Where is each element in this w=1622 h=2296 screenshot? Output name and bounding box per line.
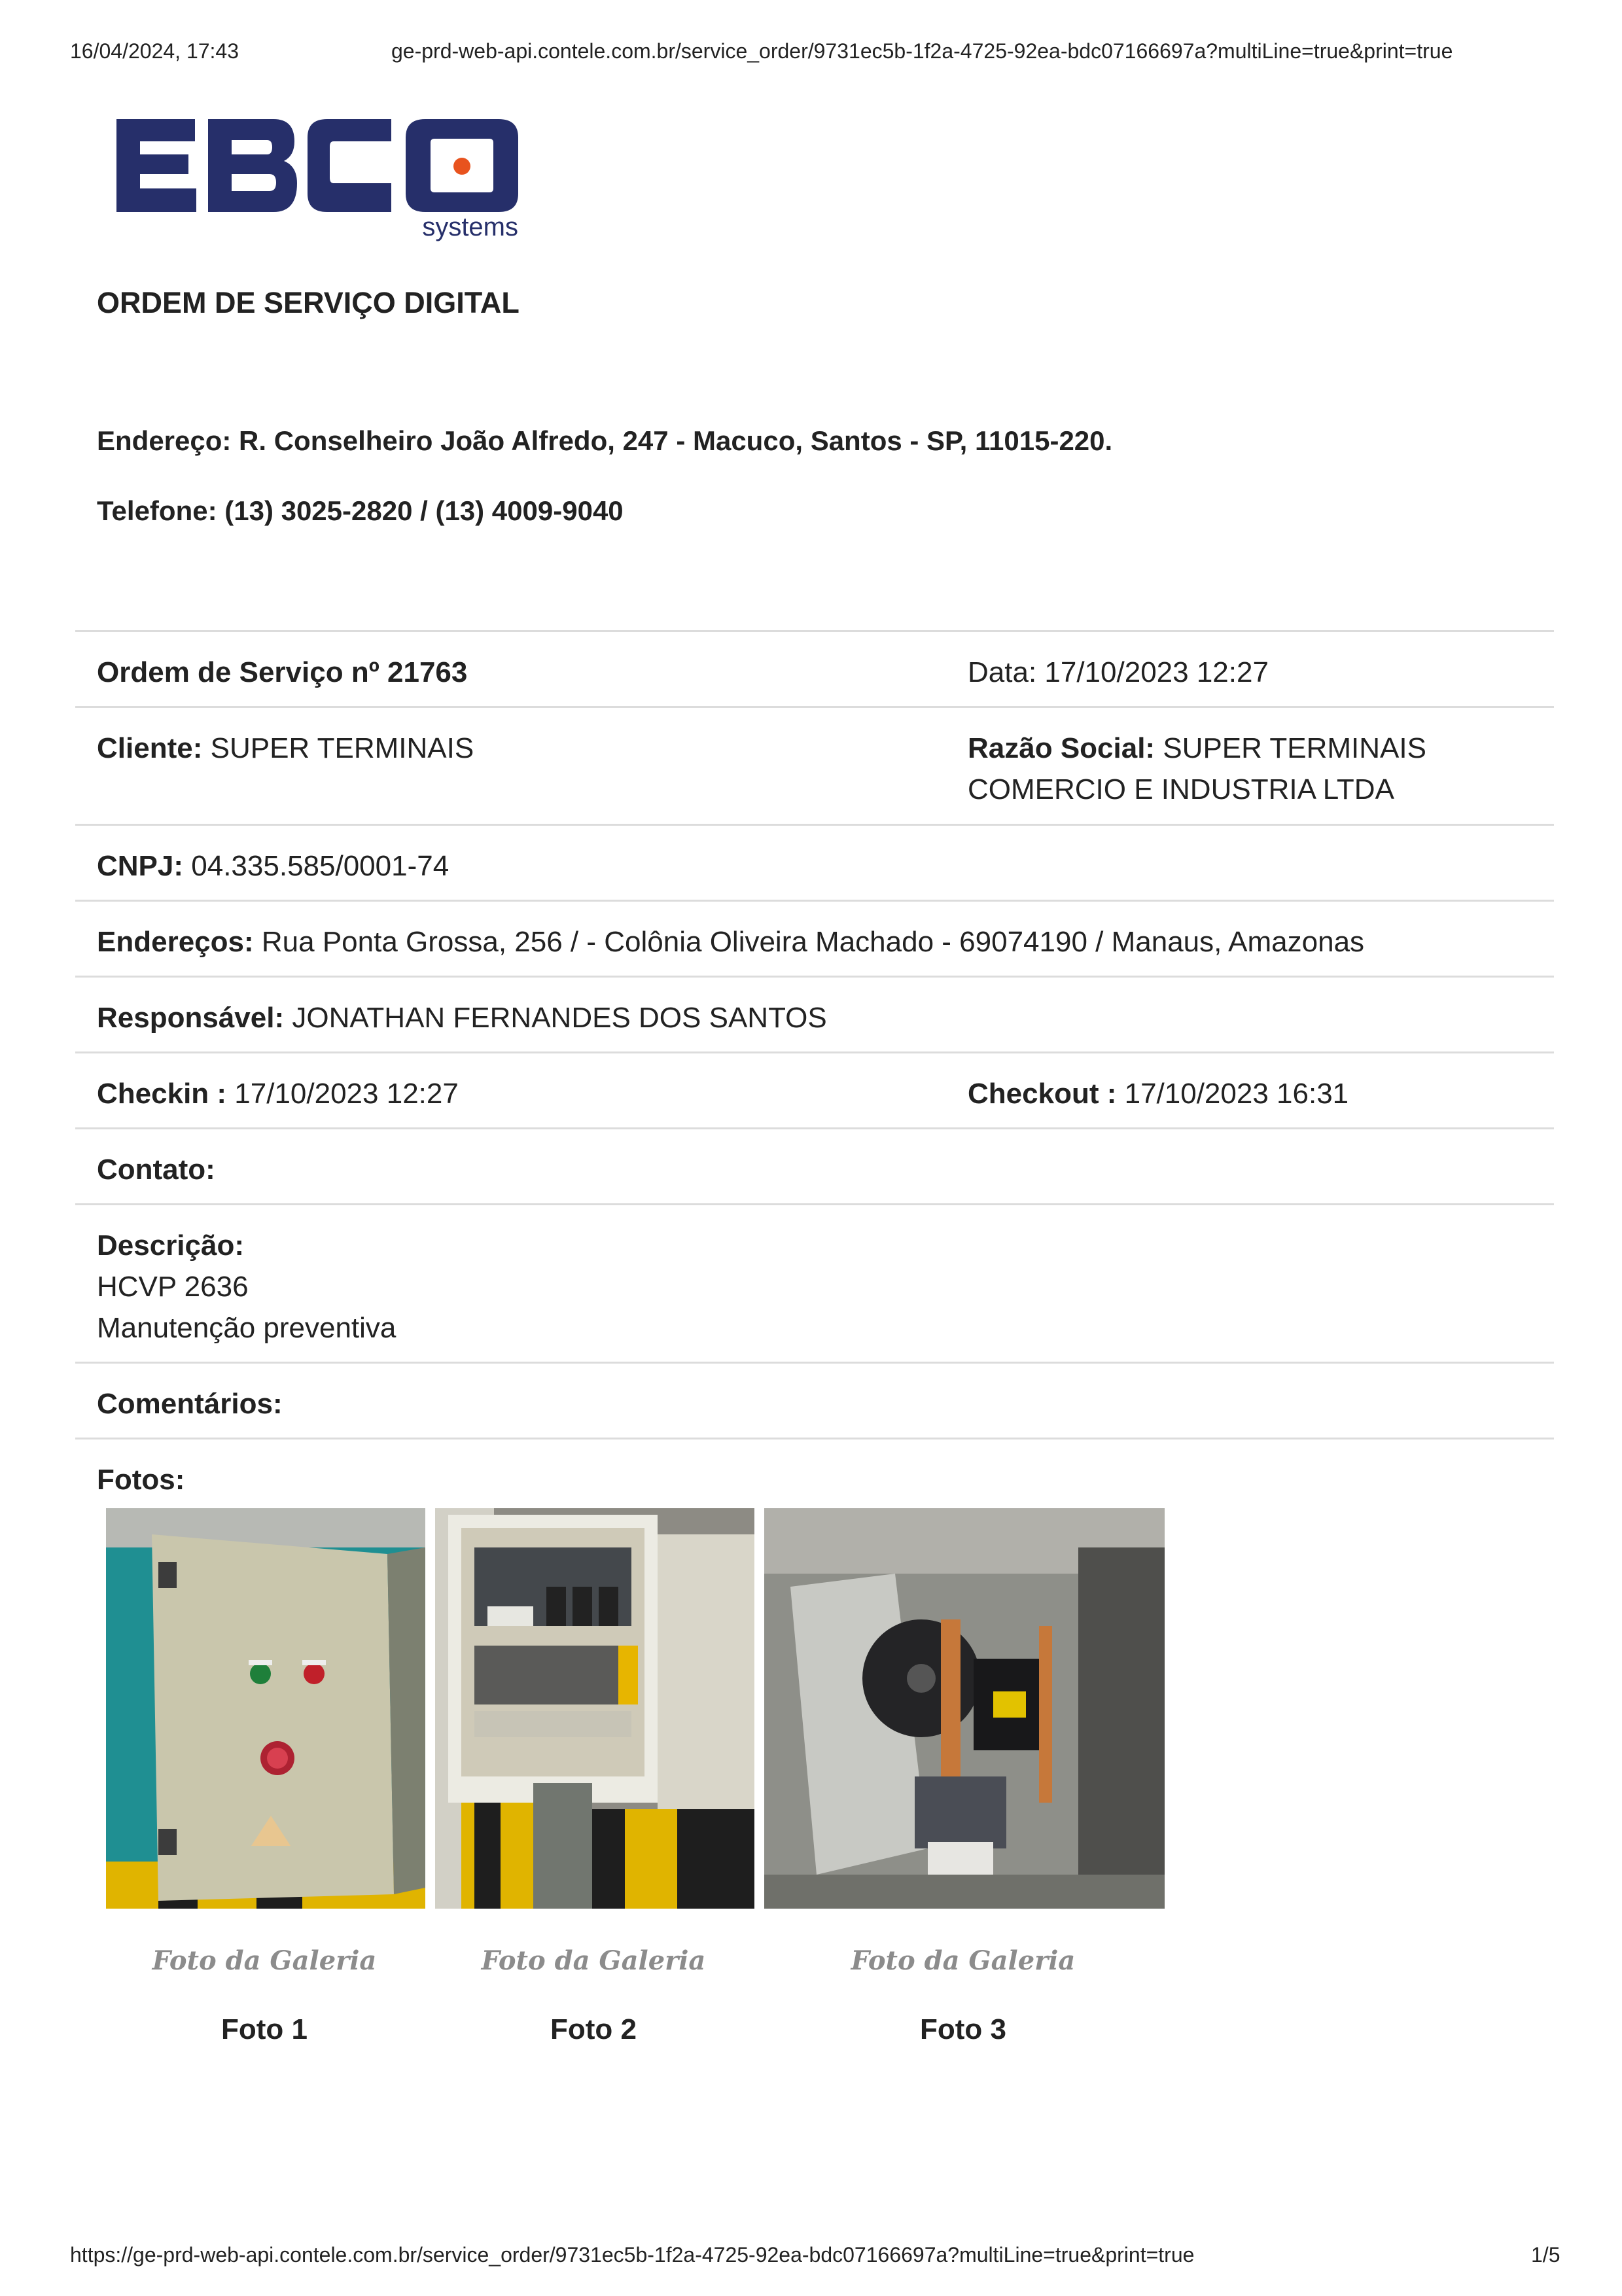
descricao-line-1: HCVP 2636 [97, 1271, 249, 1303]
contato-label: Contato: [97, 1154, 215, 1186]
photo-3-image[interactable] [764, 1508, 1165, 1909]
fotos-label: Fotos: [97, 1464, 185, 1496]
document-title: ORDEM DE SERVIÇO DIGITAL [97, 286, 520, 319]
descricao-label: Descrição: [97, 1229, 245, 1262]
page-number: 1/5 [1531, 2243, 1560, 2267]
row-enderecos [75, 902, 1554, 978]
row-contato [75, 1129, 1554, 1205]
photo-1-title: Foto 1 [221, 2013, 308, 2045]
razao-social-value: SUPER TERMINAIS COMERCIO E INDUSTRIA LTDA [968, 732, 1426, 805]
photo-2-title: Foto 2 [550, 2013, 637, 2045]
checkin-value: 17/10/2023 12:27 [234, 1078, 459, 1110]
enderecos-value: Rua Ponta Grossa, 256 / - Colônia Oliveira Machado - 69074190 / Manaus, Amazonas [261, 926, 1365, 958]
row-cnpj [75, 826, 1554, 902]
razao-social-label: Razão Social: [968, 732, 1155, 764]
order-number: Ordem de Serviço nº 21763 [97, 656, 468, 688]
photo-3-title: Foto 3 [920, 2013, 1006, 2045]
row-descricao [75, 1205, 1554, 1364]
row-comentarios [75, 1364, 1554, 1439]
row-order-number [75, 632, 1554, 708]
order-date: Data: 17/10/2023 12:27 [968, 656, 1269, 688]
company-phone: Telefone: (13) 3025-2820 / (13) 4009-9040 [97, 495, 624, 526]
row-fotos [75, 1439, 1554, 1500]
photo-2-caption: Foto da Galeria [481, 1945, 706, 1976]
footer-url: https://ge-prd-web-api.contele.com.br/service_order/9731ec5b-1f2a-4725-92ea-bdc07166697a?multiLine=true&print=true [70, 2243, 1195, 2267]
comentarios-label: Comentários: [97, 1388, 283, 1420]
responsavel-label: Responsável: [97, 1002, 285, 1034]
photo-2-image[interactable] [435, 1508, 754, 1909]
row-checkin-checkout [75, 1053, 1554, 1129]
cnpj-value: 04.335.585/0001-74 [191, 850, 450, 882]
descricao-line-2: Manutenção preventiva [97, 1312, 397, 1344]
row-client [75, 708, 1554, 826]
checkin-label: Checkin : [97, 1078, 227, 1110]
order-details-table [75, 630, 1554, 1500]
logo-sub-text: systems [422, 213, 518, 241]
photo-1-caption: Foto da Galeria [152, 1945, 377, 1976]
company-address: Endereço: R. Conselheiro João Alfredo, 247 - Macuco, Santos - SP, 11015-220. [97, 425, 1113, 456]
responsavel-value: JONATHAN FERNANDES DOS SANTOS [292, 1002, 827, 1034]
photo-3-caption: Foto da Galeria [851, 1945, 1076, 1976]
client-value: SUPER TERMINAIS [210, 732, 474, 764]
checkout-value: 17/10/2023 16:31 [1124, 1078, 1349, 1110]
cnpj-label: CNPJ: [97, 850, 184, 882]
print-datetime: 16/04/2024, 17:43 [70, 39, 239, 63]
client-label: Cliente: [97, 732, 203, 764]
checkout-label: Checkout : [968, 1078, 1117, 1110]
print-url: ge-prd-web-api.contele.com.br/service_order/9731ec5b-1f2a-4725-92ea-bdc07166697a?multiLine=true&print=true [391, 39, 1453, 63]
photo-1-image[interactable] [106, 1508, 425, 1909]
enderecos-label: Endereços: [97, 926, 254, 958]
ebco-logo [111, 111, 530, 242]
row-responsavel [75, 978, 1554, 1053]
